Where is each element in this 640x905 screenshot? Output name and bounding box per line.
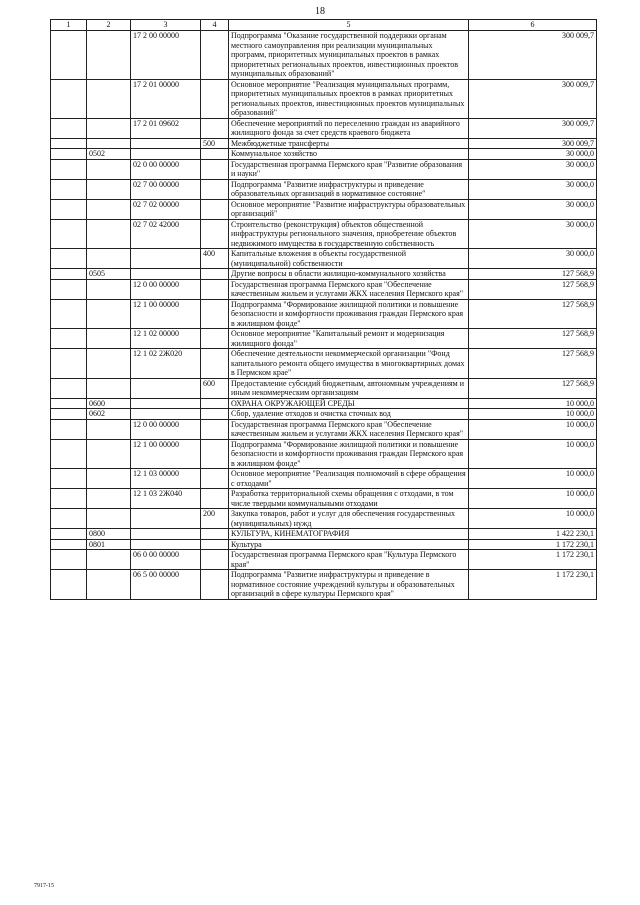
table-row [51,409,597,420]
cell-expense-type [201,419,229,439]
cell-amount: 30 000,0 [469,179,597,199]
table-row [51,31,597,80]
cell-expense-type: 200 [201,509,229,529]
cell-expense-type [201,398,229,409]
cell-section-code [87,249,131,269]
table-row [51,249,597,269]
cell-col1 [51,398,87,409]
cell-amount: 30 000,0 [469,219,597,249]
cell-target-code [131,138,201,149]
cell-item-name: Основное мероприятие "Реализация полномочий в сфере обращения с отходами" [229,469,469,489]
cell-amount: 30 000,0 [469,199,597,219]
cell-col1 [51,509,87,529]
cell-section-code [87,299,131,329]
cell-col1 [51,118,87,138]
table-row [51,539,597,550]
cell-col1 [51,279,87,299]
cell-item-name: Межбюджетные трансферты [229,138,469,149]
cell-target-code [131,529,201,540]
cell-item-name: Коммунальное хозяйство [229,149,469,160]
cell-col1 [51,329,87,349]
cell-item-name: Подпрограмма "Развитие инфраструктуры и приведение образовательных организаций в нормативное состояние" [229,179,469,199]
cell-item-name: Подпрограмма "Формирование жилищной политики и повышение безопасности и комфортности проживания граждан Пермского края в жилищном фонде" [229,299,469,329]
col-header-1: 1 [51,20,87,31]
cell-expense-type [201,299,229,329]
cell-amount: 10 000,0 [469,409,597,420]
cell-target-code: 12 1 00 00000 [131,299,201,329]
cell-col1 [51,138,87,149]
cell-section-code [87,79,131,118]
cell-col1 [51,349,87,379]
table-row [51,179,597,199]
cell-col1 [51,31,87,80]
cell-expense-type [201,550,229,570]
table-row [51,269,597,280]
cell-target-code: 17 2 00 00000 [131,31,201,80]
cell-section-code [87,279,131,299]
cell-section-code: 0602 [87,409,131,420]
cell-section-code [87,439,131,469]
cell-target-code [131,539,201,550]
cell-section-code [87,509,131,529]
cell-expense-type [201,118,229,138]
cell-amount: 1 172 230,1 [469,539,597,550]
table-row [51,529,597,540]
cell-amount: 300 009,7 [469,138,597,149]
cell-col1 [51,299,87,329]
cell-section-code: 0801 [87,539,131,550]
cell-item-name: Государственная программа Пермского края "Развитие образования и науки" [229,159,469,179]
cell-section-code [87,378,131,398]
cell-target-code [131,249,201,269]
cell-item-name: Обеспечение мероприятий по переселению граждан из аварийного жилищного фонда за счет средств краевого бюджета [229,118,469,138]
cell-amount: 300 009,7 [469,79,597,118]
cell-amount: 30 000,0 [469,159,597,179]
cell-target-code: 12 1 03 00000 [131,469,201,489]
cell-section-code: 0502 [87,149,131,160]
cell-expense-type [201,570,229,600]
cell-amount: 127 568,9 [469,378,597,398]
table-row [51,378,597,398]
cell-amount: 30 000,0 [469,149,597,160]
table-row [51,419,597,439]
cell-amount: 10 000,0 [469,489,597,509]
cell-item-name: Предоставление субсидий бюджетным, автономным учреждениям и иным некоммерческим организациям [229,378,469,398]
col-header-5: 5 [229,20,469,31]
cell-item-name: Культура [229,539,469,550]
cell-target-code: 17 2 01 00000 [131,79,201,118]
cell-expense-type [201,279,229,299]
cell-amount: 1 422 230,1 [469,529,597,540]
cell-target-code: 02 7 02 00000 [131,199,201,219]
cell-target-code: 12 1 00 00000 [131,439,201,469]
cell-expense-type [201,439,229,469]
cell-section-code [87,199,131,219]
cell-col1 [51,539,87,550]
cell-target-code: 02 0 00 00000 [131,159,201,179]
cell-section-code [87,219,131,249]
cell-item-name: Основное мероприятие "Развитие инфраструктуры образовательных организаций" [229,199,469,219]
cell-expense-type [201,179,229,199]
cell-expense-type [201,159,229,179]
footer-code: 7917-15 [34,883,54,889]
cell-expense-type [201,529,229,540]
table-row [51,299,597,329]
cell-col1 [51,419,87,439]
cell-section-code: 0600 [87,398,131,409]
cell-item-name: ОХРАНА ОКРУЖАЮЩЕЙ СРЕДЫ [229,398,469,409]
cell-expense-type [201,269,229,280]
cell-item-name: Основное мероприятие "Реализация муниципальных программ, приоритетных муниципальных проектов в рамках приоритетных региональных проектов, инвестиционных проектов муниципальных образований" [229,79,469,118]
cell-item-name: Другие вопросы в области жилищно-коммунального хозяйства [229,269,469,280]
cell-item-name: Государственная программа Пермского края "Обеспечение качественным жильем и услугами ЖКХ населения Пермского края" [229,279,469,299]
cell-expense-type [201,329,229,349]
cell-section-code [87,138,131,149]
table-row [51,199,597,219]
cell-expense-type [201,79,229,118]
cell-col1 [51,159,87,179]
cell-amount: 30 000,0 [469,249,597,269]
table-row [51,329,597,349]
cell-section-code [87,31,131,80]
cell-amount: 1 172 230,1 [469,550,597,570]
cell-expense-type [201,469,229,489]
table-row [51,509,597,529]
cell-col1 [51,378,87,398]
cell-item-name: Подпрограмма "Развитие инфраструктуры и приведение в нормативное состояние учреждений культуры и образовательных организаций в сфере культуры Пермского края" [229,570,469,600]
cell-section-code [87,489,131,509]
col-header-3: 3 [131,20,201,31]
cell-target-code: 06 0 00 00000 [131,550,201,570]
cell-item-name: Капитальные вложения в объекты государственной (муниципальной) собственности [229,249,469,269]
cell-item-name: Основное мероприятие "Капитальный ремонт и модернизация жилищного фонда" [229,329,469,349]
cell-section-code [87,550,131,570]
cell-section-code [87,469,131,489]
cell-col1 [51,249,87,269]
cell-target-code: 12 1 02 00000 [131,329,201,349]
table-row [51,469,597,489]
cell-amount: 127 568,9 [469,299,597,329]
cell-col1 [51,149,87,160]
cell-col1 [51,469,87,489]
cell-col1 [51,199,87,219]
cell-amount: 300 009,7 [469,31,597,80]
cell-target-code: 12 0 00 00000 [131,419,201,439]
budget-table [50,19,597,600]
cell-target-code: 12 1 03 2Ж040 [131,489,201,509]
cell-expense-type [201,219,229,249]
col-header-6: 6 [469,20,597,31]
cell-target-code [131,149,201,160]
cell-expense-type: 400 [201,249,229,269]
cell-section-code [87,179,131,199]
header-row [51,20,597,31]
cell-amount: 10 000,0 [469,509,597,529]
cell-target-code: 12 0 00 00000 [131,279,201,299]
cell-target-code [131,409,201,420]
cell-section-code [87,329,131,349]
table-row [51,398,597,409]
table-row [51,149,597,160]
page-number: 18 [315,6,325,17]
cell-item-name: Закупка товаров, работ и услуг для обеспечения государственных (муниципальных) нужд [229,509,469,529]
table-row [51,219,597,249]
cell-section-code: 0505 [87,269,131,280]
cell-expense-type: 500 [201,138,229,149]
cell-col1 [51,409,87,420]
cell-item-name: Подпрограмма "Оказание государственной поддержки органам местного самоуправления при реализации муниципальных программ, приоритетных муниципальных проектов в рамках приоритетных региональных проектов, инвестиционных проектов муниципальных образований" [229,31,469,80]
cell-target-code: 06 5 00 00000 [131,570,201,600]
cell-col1 [51,550,87,570]
cell-expense-type [201,199,229,219]
cell-amount: 10 000,0 [469,469,597,489]
cell-section-code [87,419,131,439]
cell-item-name: Подпрограмма "Формирование жилищной политики и повышение безопасности и комфортности проживания граждан Пермского края в жилищном фонде" [229,439,469,469]
cell-expense-type [201,409,229,420]
cell-target-code [131,269,201,280]
cell-expense-type [201,489,229,509]
table-row [51,439,597,469]
cell-section-code [87,570,131,600]
cell-target-code [131,378,201,398]
table-row [51,118,597,138]
cell-item-name: Государственная программа Пермского края "Культура Пермского края" [229,550,469,570]
cell-target-code: 02 7 02 42000 [131,219,201,249]
cell-item-name: Разработка территориальной схемы обращения с отходами, в том числе твердыми коммунальными отходами [229,489,469,509]
cell-col1 [51,489,87,509]
cell-section-code: 0800 [87,529,131,540]
cell-item-name: КУЛЬТУРА, КИНЕМАТОГРАФИЯ [229,529,469,540]
cell-target-code [131,509,201,529]
cell-amount: 127 568,9 [469,269,597,280]
cell-amount: 10 000,0 [469,398,597,409]
cell-target-code: 17 2 01 09602 [131,118,201,138]
cell-amount: 1 172 230,1 [469,570,597,600]
cell-expense-type [201,149,229,160]
cell-col1 [51,570,87,600]
cell-col1 [51,439,87,469]
table-row [51,279,597,299]
cell-amount: 300 009,7 [469,118,597,138]
cell-col1 [51,269,87,280]
table-row [51,79,597,118]
table-row [51,159,597,179]
cell-amount: 127 568,9 [469,349,597,379]
table-row [51,570,597,600]
cell-target-code: 12 1 02 2Ж020 [131,349,201,379]
cell-item-name: Обеспечение деятельности некоммерческой организации "Фонд капитального ремонта общего имущества в многоквартирных домах в Пермском крае" [229,349,469,379]
cell-amount: 127 568,9 [469,279,597,299]
cell-target-code [131,398,201,409]
cell-col1 [51,529,87,540]
cell-col1 [51,79,87,118]
cell-expense-type [201,539,229,550]
cell-item-name: Строительство (реконструкция) объектов общественной инфраструктуры регионального значения, приобретение объектов недвижимого имущества в государственную собственность [229,219,469,249]
cell-section-code [87,159,131,179]
col-header-2: 2 [87,20,131,31]
cell-section-code [87,118,131,138]
table-row [51,550,597,570]
col-header-4: 4 [201,20,229,31]
table-row [51,489,597,509]
cell-amount: 10 000,0 [469,419,597,439]
table-row [51,138,597,149]
cell-target-code: 02 7 00 00000 [131,179,201,199]
cell-item-name: Государственная программа Пермского края "Обеспечение качественным жильем и услугами ЖКХ населения Пермского края" [229,419,469,439]
cell-amount: 10 000,0 [469,439,597,469]
cell-col1 [51,219,87,249]
table-row [51,349,597,379]
cell-expense-type: 600 [201,378,229,398]
cell-col1 [51,179,87,199]
cell-expense-type [201,31,229,80]
cell-section-code [87,349,131,379]
cell-expense-type [201,349,229,379]
cell-amount: 127 568,9 [469,329,597,349]
cell-item-name: Сбор, удаление отходов и очистка сточных вод [229,409,469,420]
